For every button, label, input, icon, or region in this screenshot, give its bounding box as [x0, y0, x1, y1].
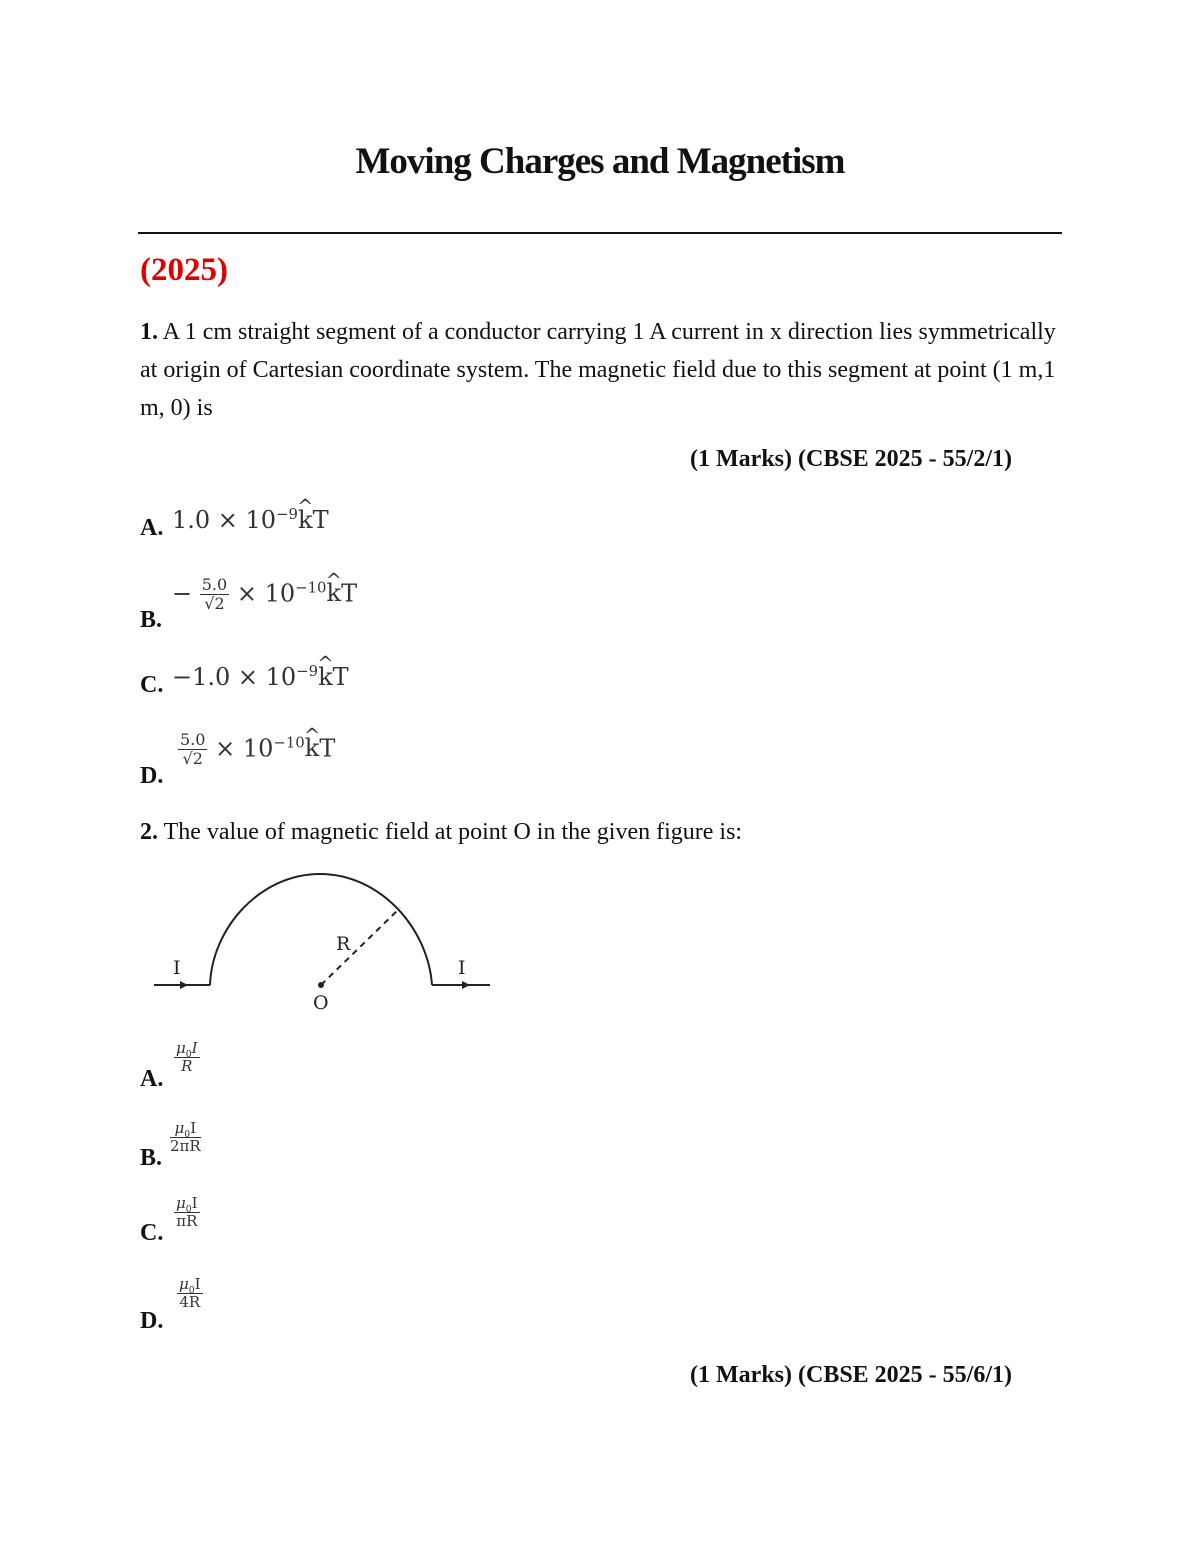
center-point	[318, 982, 324, 988]
q1-option-b-fraction	[200, 576, 229, 614]
fraction-numerator: $\mu_0I$	[179, 1275, 201, 1296]
unit-vector-k: ^ k	[318, 663, 333, 691]
right-current-label: I	[458, 957, 466, 979]
question-2-marks: (1 Marks) (CBSE 2025 - 55/6/1)	[690, 1362, 1012, 1388]
q1-option-a-exponent: −9	[276, 505, 299, 523]
question-2-number: 2.	[140, 819, 158, 845]
q1-option-a-value	[172, 506, 329, 534]
q1-option-c-unit: T	[332, 663, 349, 691]
q1-option-b-unit: T	[341, 579, 358, 608]
question-1-number: 1.	[140, 319, 158, 345]
radius-label: R	[336, 933, 351, 955]
unit-vector-k: ^ k	[305, 734, 320, 762]
q2-option-c-label: C.	[140, 1220, 164, 1246]
q1-option-b-mid: × 10	[236, 579, 296, 608]
q2-option-b-value	[170, 1120, 201, 1156]
center-label: O	[313, 992, 329, 1014]
fraction-denominator: R	[181, 1057, 193, 1076]
year-heading: (2025)	[140, 252, 228, 288]
question-1-marks: (1 Marks) (CBSE 2025 - 55/2/1)	[690, 446, 1012, 472]
q1-option-b-label: B.	[140, 607, 163, 633]
question-2-text: The value of magnetic field at point O in the given figure is:	[163, 819, 743, 845]
title-divider	[138, 232, 1062, 234]
q1-option-d-label: D.	[140, 763, 164, 789]
q1-option-c-prefix: −1.0 × 10	[172, 663, 297, 691]
fraction-numerator: 5.0	[180, 730, 206, 749]
page-title: Moving Charges and Magnetism	[355, 141, 845, 182]
left-current-arrow	[180, 981, 188, 989]
fraction-numerator: $\mu_0I$	[176, 1194, 198, 1215]
q2-option-c-fraction	[174, 1195, 200, 1231]
fraction-numerator: $\mu_0I$	[170, 1120, 201, 1138]
q1-option-d-value	[178, 731, 335, 769]
q1-option-a-unit: T	[312, 506, 329, 534]
semicircle-wire-figure	[150, 868, 495, 1018]
q1-option-c-value	[172, 663, 349, 691]
fraction-denominator: 4R	[179, 1293, 201, 1312]
q2-option-d-value	[177, 1276, 203, 1312]
q1-option-c-label: C.	[140, 672, 164, 698]
q2-option-a-fraction	[174, 1040, 200, 1076]
q1-option-d-mid: × 10	[215, 734, 274, 763]
q2-option-c-value	[174, 1195, 200, 1231]
fraction-numerator: $\mu_0I$	[176, 1039, 198, 1060]
q1-option-a-label: A.	[140, 515, 164, 541]
q1-option-d-exponent: −10	[273, 733, 305, 752]
question-2	[140, 813, 1075, 851]
unit-vector-k: ^ k	[327, 579, 342, 607]
fraction-denominator: √2	[182, 749, 203, 769]
q1-option-b-value	[172, 576, 357, 614]
left-current-label: I	[173, 957, 181, 979]
q2-option-b-label: B.	[140, 1145, 163, 1171]
fraction-denominator: 2πR	[170, 1137, 201, 1156]
q2-option-d-fraction	[177, 1276, 203, 1312]
q1-option-a-prefix: 1.0 × 10	[172, 506, 277, 534]
fraction-denominator: πR	[176, 1212, 198, 1231]
radius-line	[321, 908, 400, 985]
fraction-denominator: √2	[204, 594, 225, 614]
q1-option-d-unit: T	[319, 734, 336, 763]
q2-option-a-value	[174, 1040, 200, 1076]
q1-option-b-sign: −	[172, 579, 193, 608]
q2-option-b-fraction	[170, 1120, 201, 1156]
semicircle-arc	[210, 874, 432, 985]
question-1-text: A 1 cm straight segment of a conductor carrying 1 A current in x direction lies symmetrically at origin of Cartesian coordinate system. The magnetic field due to this segment at point (1 m,1 m, 0) is	[140, 319, 1056, 421]
right-current-arrow	[462, 981, 470, 989]
unit-vector-k: ^ k	[298, 506, 313, 534]
fraction-numerator: 5.0	[201, 575, 228, 594]
q2-option-d-label: D.	[140, 1308, 164, 1334]
q1-option-b-exponent: −10	[295, 578, 327, 597]
q1-option-c-exponent: −9	[296, 662, 319, 680]
q2-option-a-label: A.	[140, 1066, 164, 1092]
q1-option-d-fraction	[178, 731, 207, 769]
question-1	[140, 313, 1075, 427]
